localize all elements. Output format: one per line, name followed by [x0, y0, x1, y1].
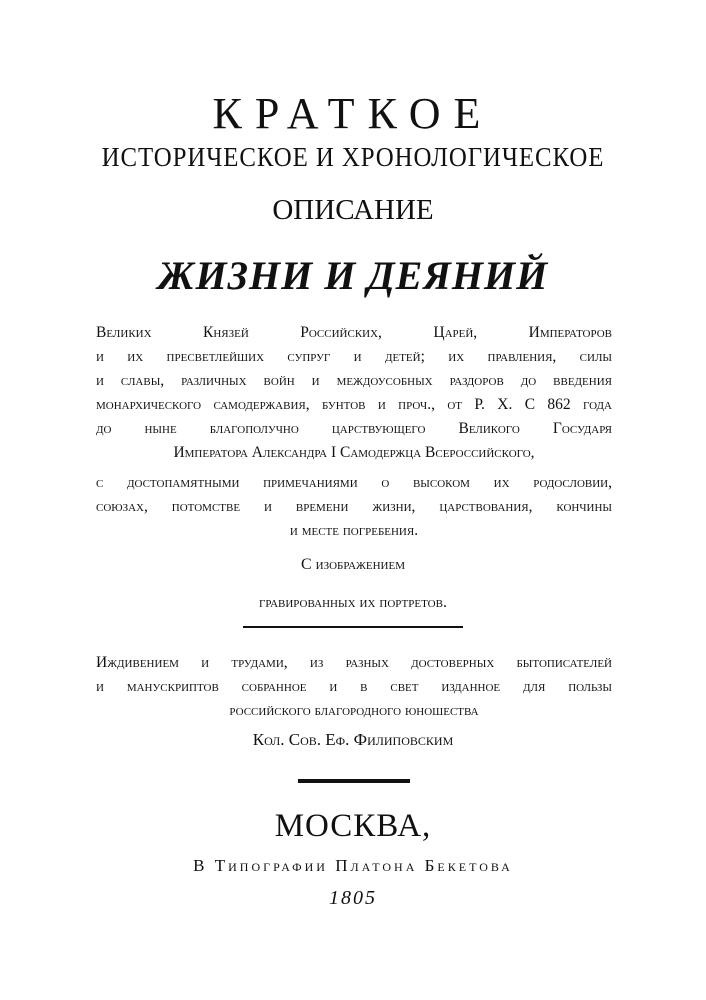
description-line-2: и их пресветлейших супруг и детей; их правления, силы: [96, 348, 612, 365]
imprint-city: МОСКВА,: [274, 808, 432, 844]
title-line-2: ИСТОРИЧЕСКОЕ И ХРОНОЛОГИЧЕСКОЕ: [101, 142, 605, 172]
author-line: Кол. Сов. Еф. Филиповским: [252, 730, 454, 749]
description-line-4: монархического самодержавия, бунтов и проч., от Р. Х. С 862 года: [96, 396, 612, 413]
portraits-line-1: С изображением: [300, 556, 405, 573]
notes-line-3: и месте погребения.: [289, 522, 419, 539]
portraits-line-2: гравированных их портретов.: [259, 594, 447, 611]
description-line-5: до ныне благополучно царствующего Великого Государя: [96, 420, 612, 437]
title-line-4: ЖИЗНИ И ДЕЯНИЙ: [157, 253, 549, 298]
notes-line-1: с достопамятными примечаниями о высоком их родословии,: [96, 474, 612, 491]
compiler-line-2: и манускриптов собранное и в свет изданное для пользы: [96, 678, 612, 695]
imprint-year: 1805: [329, 887, 377, 909]
title-line-3: ОПИСАНИЕ: [272, 194, 434, 226]
divider-rule-1: [243, 626, 463, 628]
title-line-1: КРАТКОЕ: [212, 89, 494, 138]
compiler-line-3: российского благородного юношества: [229, 702, 479, 719]
divider-rule-2: [298, 779, 410, 783]
notes-line-2: союзах, потомстве и времени жизни, царствования, кончины: [96, 498, 612, 515]
imprint-press: В Типографии Платона Бекетова: [193, 856, 513, 875]
compiler-line-1: Иждивением и трудами, из разных достоверных бытописателей: [96, 654, 612, 671]
description-line-3: и славы, различных войн и междоусобных раздоров до введения: [96, 372, 612, 389]
description-line-6: Императора Александра I Самодержца Всероссийского,: [173, 444, 535, 461]
description-line-1: Великих Князей Российских, Царей, Императоров: [96, 324, 612, 341]
